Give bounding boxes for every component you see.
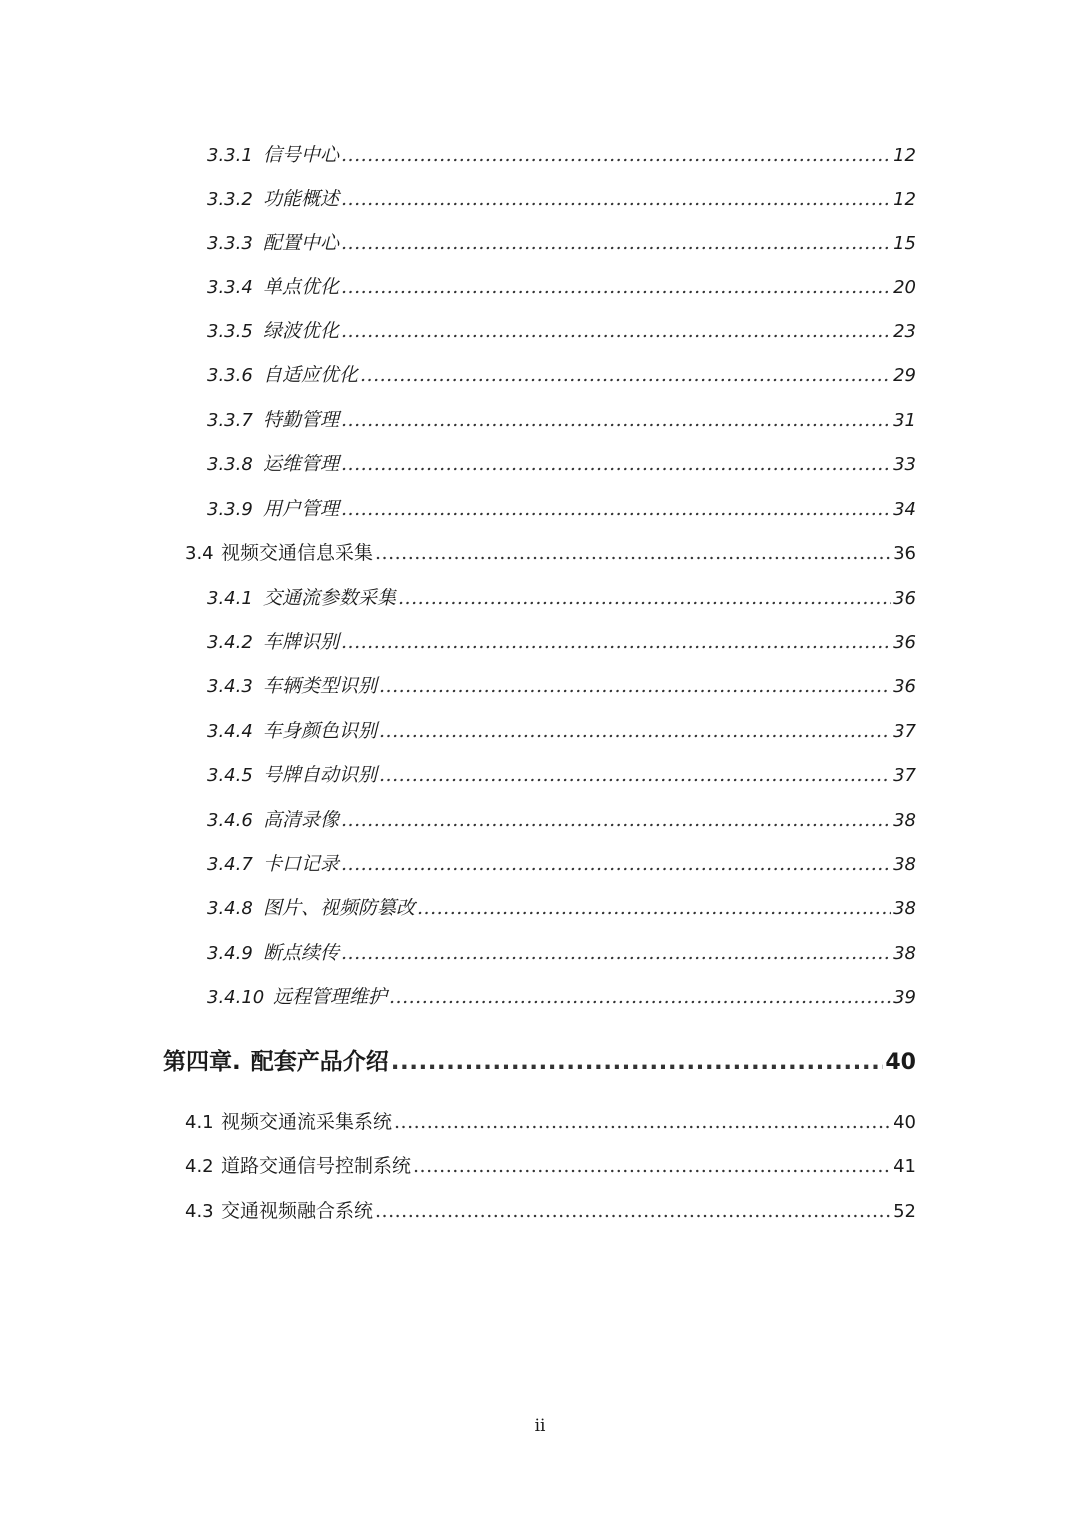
- entry-number: 3.4.1: [207, 588, 253, 609]
- entry-title: 断点续传: [263, 942, 340, 964]
- page-number: ii: [534, 1416, 546, 1436]
- entry-page: 15: [893, 233, 916, 254]
- dot-leader: [341, 276, 891, 298]
- entry-title: 绿波优化: [263, 320, 340, 342]
- entry-number: 3.3.7: [207, 410, 253, 431]
- entry-page: 36: [893, 676, 916, 697]
- dot-leader: [341, 453, 891, 475]
- toc-entry[interactable]: [207, 716, 916, 743]
- entry-title: 视频交通信息采集: [221, 542, 374, 564]
- entry-number: 3.3.6: [207, 365, 253, 386]
- entry-page: 36: [893, 543, 916, 564]
- entry-title: 图片、视频防篡改: [263, 897, 416, 919]
- entry-page: 52: [893, 1201, 916, 1222]
- toc-section-entry[interactable]: [185, 538, 916, 565]
- toc-entry[interactable]: [207, 316, 916, 343]
- toc-entry[interactable]: [207, 583, 916, 610]
- entry-page: 23: [893, 321, 916, 342]
- entry-number: 4.2: [185, 1156, 214, 1177]
- entry-title: 号牌自动识别: [263, 764, 378, 786]
- entry-number: 3.3.9: [207, 499, 253, 520]
- entry-number: 4.3: [185, 1201, 214, 1222]
- dot-leader: [398, 587, 891, 609]
- entry-number: 3.3.3: [207, 233, 253, 254]
- entry-page: 36: [893, 632, 916, 653]
- chapter-title: 配套产品介绍: [250, 1049, 389, 1075]
- dot-leader: [341, 144, 891, 166]
- toc-entry[interactable]: [207, 671, 916, 698]
- entry-page: 36: [893, 588, 916, 609]
- entry-title: 车辆类型识别: [263, 675, 378, 697]
- dot-leader: [360, 364, 891, 386]
- dot-leader: [391, 1049, 884, 1075]
- entry-title: 道路交通信号控制系统: [221, 1155, 412, 1177]
- toc-entry[interactable]: [207, 140, 916, 167]
- dot-leader: [379, 675, 891, 697]
- entry-title: 远程管理维护: [273, 986, 388, 1008]
- entry-number: 3.4.10: [207, 987, 265, 1008]
- toc-section-entry[interactable]: [185, 1107, 916, 1134]
- entry-page: 31: [893, 410, 916, 431]
- entry-title: 单点优化: [263, 276, 340, 298]
- toc-entry[interactable]: [207, 893, 916, 920]
- entry-title: 交通视频融合系统: [221, 1200, 374, 1222]
- entry-number: 3.3.8: [207, 454, 253, 475]
- dot-leader: [341, 409, 891, 431]
- dot-leader: [341, 188, 891, 210]
- dot-leader: [417, 897, 891, 919]
- entry-page: 37: [893, 765, 916, 786]
- dot-leader: [341, 942, 891, 964]
- entry-number: 3.4.2: [207, 632, 253, 653]
- dot-leader: [394, 1111, 891, 1133]
- toc-entry[interactable]: [207, 938, 916, 965]
- entry-page: 29: [893, 365, 916, 386]
- entry-title: 卡口记录: [263, 853, 340, 875]
- entry-page: 20: [893, 277, 916, 298]
- entry-number: 3.3.5: [207, 321, 253, 342]
- entry-title: 高清录像: [263, 809, 340, 831]
- entry-page: 12: [893, 145, 916, 166]
- toc-entry[interactable]: [207, 494, 916, 521]
- toc-entry[interactable]: [207, 272, 916, 299]
- toc-section-entry[interactable]: [185, 1151, 916, 1178]
- entry-number: 3.3.2: [207, 189, 253, 210]
- chapter-page: 40: [885, 1050, 916, 1075]
- toc-entry[interactable]: [207, 805, 916, 832]
- entry-number: 3.3.1: [207, 145, 253, 166]
- dot-leader: [341, 809, 891, 831]
- toc-entry[interactable]: [207, 849, 916, 876]
- entry-page: 33: [893, 454, 916, 475]
- entry-title: 交通流参数采集: [263, 587, 397, 609]
- dot-leader: [379, 720, 891, 742]
- toc-entry[interactable]: [207, 405, 916, 432]
- entry-number: 3.4.9: [207, 943, 253, 964]
- dot-leader: [375, 1200, 891, 1222]
- entry-title: 信号中心: [263, 144, 340, 166]
- dot-leader: [375, 542, 891, 564]
- entry-page: 39: [893, 987, 916, 1008]
- toc-entry[interactable]: [207, 360, 916, 387]
- chapter-number: 第四章.: [163, 1049, 241, 1075]
- entry-title: 自适应优化: [263, 364, 359, 386]
- entry-number: 3.4.3: [207, 676, 253, 697]
- toc-entry[interactable]: [207, 228, 916, 255]
- dot-leader: [341, 631, 891, 653]
- dot-leader: [341, 320, 891, 342]
- entry-number: 3.3.4: [207, 277, 253, 298]
- dot-leader: [413, 1155, 891, 1177]
- toc-entry[interactable]: [207, 627, 916, 654]
- toc-section-entry[interactable]: [185, 1196, 916, 1223]
- entry-page: 41: [893, 1156, 916, 1177]
- dot-leader: [379, 764, 891, 786]
- entry-title: 视频交通流采集系统: [221, 1111, 393, 1133]
- entry-page: 38: [893, 943, 916, 964]
- entry-title: 特勤管理: [263, 409, 340, 431]
- toc-entry[interactable]: [207, 184, 916, 211]
- entry-page: 38: [893, 854, 916, 875]
- entry-page: 40: [893, 1112, 916, 1133]
- entry-page: 38: [893, 810, 916, 831]
- dot-leader: [341, 498, 891, 520]
- entry-title: 车身颜色识别: [263, 720, 378, 742]
- entry-number: 3.4.4: [207, 721, 253, 742]
- entry-title: 用户管理: [263, 498, 340, 520]
- dot-leader: [341, 232, 891, 254]
- entry-title: 功能概述: [263, 188, 340, 210]
- entry-page: 37: [893, 721, 916, 742]
- entry-number: 3.4.7: [207, 854, 253, 875]
- entry-title: 运维管理: [263, 453, 340, 475]
- toc-chapter-entry[interactable]: [163, 1043, 916, 1076]
- entry-title: 车牌识别: [263, 631, 340, 653]
- entry-page: 12: [893, 189, 916, 210]
- entry-title: 配置中心: [263, 232, 340, 254]
- entry-number: 4.1: [185, 1112, 214, 1133]
- entry-number: 3.4.6: [207, 810, 253, 831]
- entry-page: 38: [893, 898, 916, 919]
- entry-number: 3.4.8: [207, 898, 253, 919]
- toc-entry[interactable]: [207, 982, 916, 1009]
- dot-leader: [389, 986, 891, 1008]
- entry-page: 34: [893, 499, 916, 520]
- toc-entry[interactable]: [207, 449, 916, 476]
- entry-number: 3.4.5: [207, 765, 253, 786]
- dot-leader: [341, 853, 891, 875]
- entry-number: 3.4: [185, 543, 214, 564]
- toc-entry[interactable]: [207, 760, 916, 787]
